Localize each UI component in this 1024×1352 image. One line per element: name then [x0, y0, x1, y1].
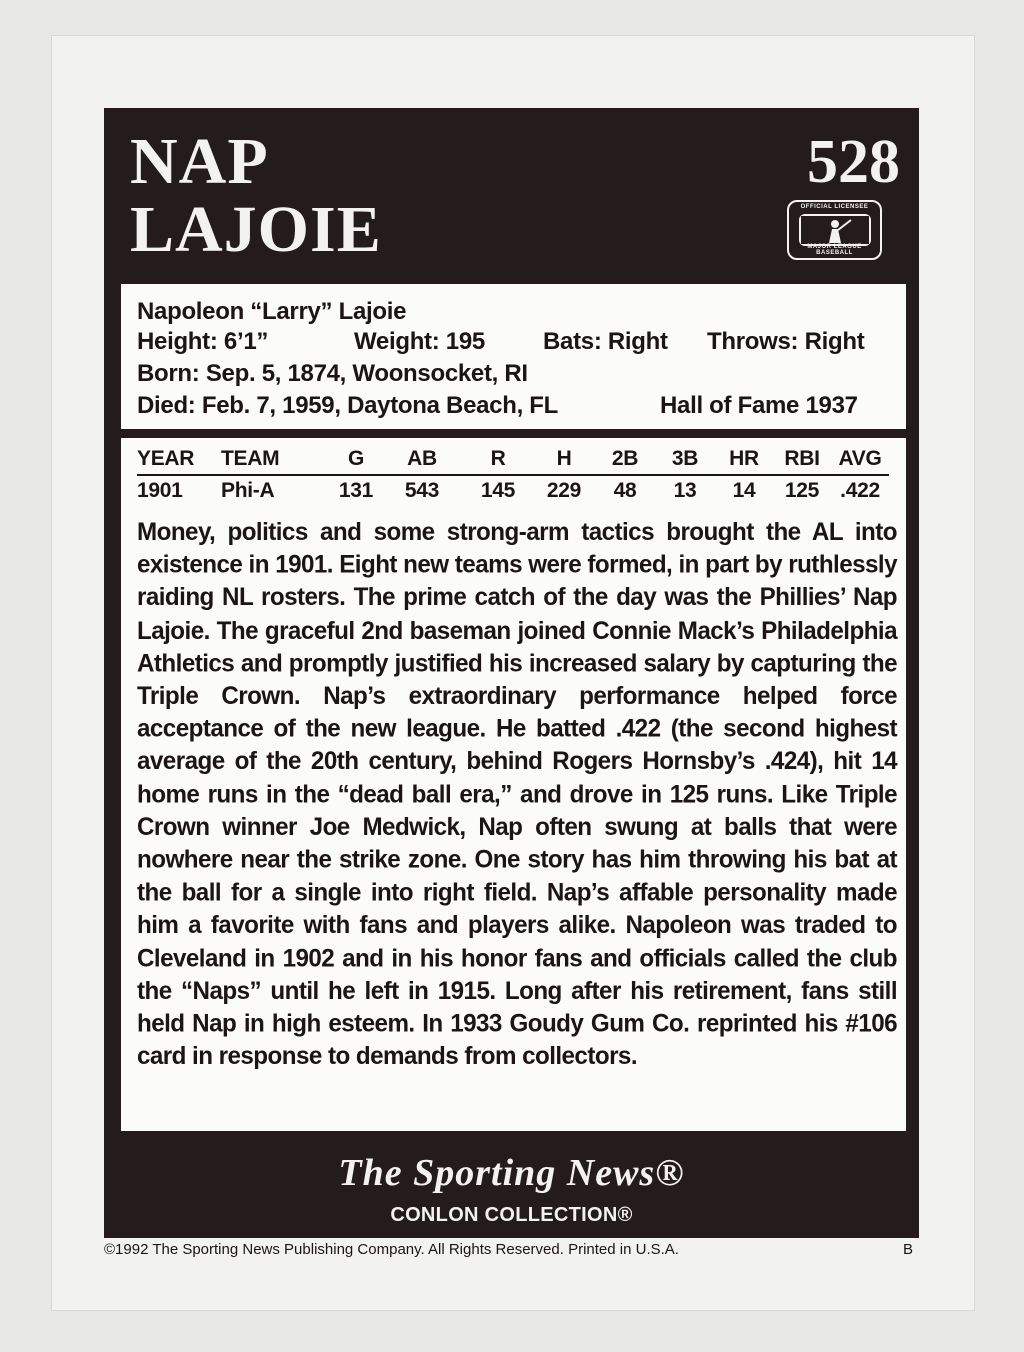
logo-top-text: OFFICIAL LICENSEE — [800, 204, 869, 210]
stats-cell-ab: 543 — [404, 479, 440, 502]
stats-header-ab: AB — [381, 444, 463, 475]
stats-header-hr: HR — [715, 444, 773, 475]
stats-header-2b: 2B — [595, 444, 655, 475]
stats-cell-2b: 48 — [613, 479, 637, 502]
stats-header-row — [137, 444, 889, 475]
story-text: Money, politics and some strong-arm tactics brought the AL into existence in 1901. Eight new teams were formed, in part by ruthlessly raiding NL rosters. The prime catch of the day was the Phillies’ Nap Lajoie. The graceful 2nd baseman joined Connie Mack’s Philadelphia Athletics and promptly justified his increased salary by capturing the Triple Crown. Nap’s extraordinary performance helped force acceptance of the new league. He batted .422 (the second highest average of the 20th century, behind Rogers Hornsby’s .424), hit 14 home runs in the “dead ball era,” and drove in 125 runs. Like Triple Crown winner Joe Medwick, Nap often swung at balls that were nowhere near the strike zone. One story has him throwing his bat at the ball for a single into right field. Nap’s affable personality made him a favorite with fans and players alike. Napoleon was traded to Cleveland in 1902 and in his honor fans and officials called the club the “Naps” until he left in 1915. Long after his retirement, fans still held Nap in high esteem. In 1933 Goudy Gum Co. reprinted his #106 card in response to demands from collectors. — [137, 518, 897, 1071]
mlb-logo — [787, 200, 882, 260]
stats-cell-team: Phi-A — [221, 479, 275, 502]
batter-silhouette-icon — [799, 214, 871, 246]
bio-height: Height: 6’1” — [137, 328, 269, 355]
bio-hall-of-fame: Hall of Fame 1937 — [660, 392, 858, 419]
card-number: 528 — [807, 128, 900, 196]
bio-bats: Bats: Right — [543, 328, 668, 355]
stats-cell-g: 131 — [338, 479, 374, 502]
card-code: B — [903, 1241, 914, 1258]
brand-name: The Sporting News® — [338, 1152, 685, 1194]
stats-cell-avg: .422 — [840, 479, 880, 502]
bio-throws: Throws: Right — [707, 328, 865, 355]
stats-cell-hr: 14 — [732, 479, 756, 502]
stats-cell-h: 229 — [546, 479, 582, 502]
stats-cell-year: 1901 — [137, 479, 183, 502]
player-first-name: NAP — [130, 125, 269, 198]
stats-header-rbi: RBI — [773, 444, 831, 475]
bio-weight: Weight: 195 — [354, 328, 485, 355]
stats-header-avg: AVG — [831, 444, 889, 475]
bio-panel — [121, 284, 906, 429]
stats-cell-3b: 13 — [673, 479, 697, 502]
stats-header-r: R — [463, 444, 533, 475]
bio-died: Died: Feb. 7, 1959, Daytona Beach, FL — [137, 392, 559, 419]
player-name — [130, 125, 382, 266]
copyright-line: ©1992 The Sporting News Publishing Company. All Rights Reserved. Printed in U.S.A. — [104, 1241, 679, 1258]
bio-full-name: Napoleon “Larry” Lajoie — [137, 298, 407, 325]
stats-header-team: TEAM — [221, 444, 331, 475]
stats-header-h: H — [533, 444, 595, 475]
bio-born: Born: Sep. 5, 1874, Woonsocket, RI — [137, 360, 528, 387]
player-last-name: LAJOIE — [130, 193, 382, 266]
table-row — [137, 475, 889, 506]
stats-header-year: YEAR — [137, 444, 221, 475]
stats-cell-rbi: 125 — [784, 479, 820, 502]
collection-name: CONLON COLLECTION® — [390, 1204, 633, 1226]
stats-header-g: G — [331, 444, 381, 475]
stats-header-3b: 3B — [655, 444, 715, 475]
stats-and-story-panel — [121, 438, 906, 1131]
logo-bottom-text: MAJOR LEAGUE BASEBALL — [807, 244, 862, 256]
stats-table — [137, 444, 889, 506]
stats-cell-r: 145 — [480, 479, 516, 502]
